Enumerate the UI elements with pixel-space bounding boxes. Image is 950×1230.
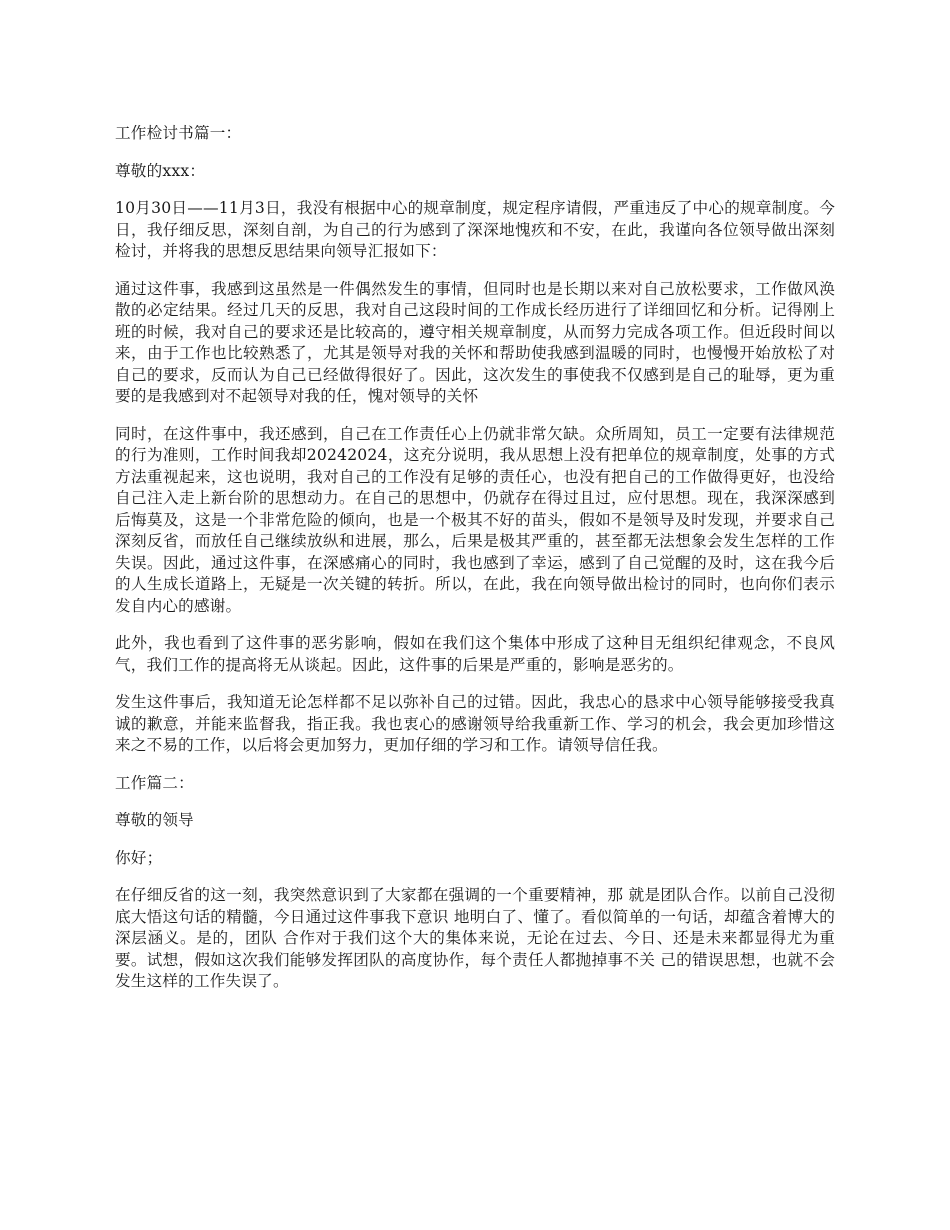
section-title-1: 工作检讨书篇一： — [115, 124, 242, 142]
paragraph-teamwork: 在仔细反省的这一刻，我突然意识到了大家都在强调的一个重要精神，那 就是团队合作。以前自己没彻底大悟这句话的精髓，今日通过这件事我下意识 地明白了、懂了。看似简单的一句话，却蕴含着博大的深层涵义。是的，团队 合作对于我们这个大的集体来说，无论在过去、今日、还是未来都显得尤为重 要。试想，假如这次我们能够发挥团队的高度协作，每个责任人都抛掉事不关 己的错误思想，也就不会发生这样的工作失误了。 — [115, 886, 835, 990]
section-title-2: 工作篇二： — [115, 773, 194, 792]
document-body — [115, 123, 835, 1009]
salutation-1: 尊敬的xxx： — [115, 161, 206, 180]
greeting: 你好； — [115, 848, 163, 867]
paragraph-reflection: 通过这件事，我感到这虽然是一件偶然发生的事情，但同时也是长期以来对自己放松要求，工作做风涣散的必定结果。经过几天的反思，我对自己这段时间的工作成长经历进行了详细回忆和分析。记得刚上班的时候，我对自己的要求还是比较高的，遵守相关规章制度，从而努力完成各项工作。但近段时间以来，由于工作也比较熟悉了，尤其是领导对我的关怀和帮助使我感到温暖的同时，也慢慢开始放松了对自己的要求，反而认为自己已经做得很好了。因此，这次发生的事使我不仅感到是自己的耻辱，更为重要的是我感到对不起领导对我的任，愧对领导的关怀 — [115, 279, 835, 405]
paragraph-impact: 此外，我也看到了这件事的恶劣影响，假如在我们这个集体中形成了这种目无组织纪律观念，不良风气，我们工作的提高将无从谈起。因此，这件事的后果是严重的，影响是恶劣的。 — [115, 634, 835, 674]
paragraph-responsibility: 同时，在这件事中，我还感到，自己在工作责任心上仍就非常欠缺。众所周知，员工一定要有法律规范的行为准则，工作时间我却20242024，这充分说明，我从思想上没有把单位的规章制度，处事的方式方法重视起来，这也说明，我对自己的工作没有足够的责任心，也没有把自己的工作做得更好，也没给自己注入走上新台阶的思想动力。在自己的思想中，仍就存在得过且过，应付思想。现在，我深深感到后悔莫及，这是一个非常危险的倾向，也是一个极其不好的苗头，假如不是领导及时发现，并要求自己深刻反省，而放任自己继续放纵和进展，那么，后果是极其严重的，甚至都无法想象会发生怎样的工作失误。因此，通过这件事，在深感痛心的同时，我也感到了幸运，感到了自己觉醒的及时，这在我今后的人生成长道路上，无疑是一次关键的转折。所以，在此，我在向领导做出检讨的同时，也向你们表示发自内心的感谢。 — [115, 424, 835, 615]
paragraph-intro: 10月30日——11月3日，我没有根据中心的规章制度，规定程序请假，严重违反了中心的规章制度。今日，我仔细反思，深刻自剖，为自己的行为感到了深深地愧疚和不安，在此，我谨向各位领导做出深刻检讨，并将我的思想反思结果向领导汇报如下： — [115, 199, 835, 260]
paragraph-apology: 发生这件事后，我知道无论怎样都不足以弥补自己的过错。因此，我忠心的恳求中心领导能够接受我真诚的歉意，并能来监督我，指正我。我也衷心的感谢领导给我重新工作、学习的机会，我会更加珍惜这来之不易的工作，以后将会更加努力，更加仔细的学习和工作。请领导信任我。 — [115, 693, 835, 754]
salutation-2: 尊敬的领导 — [115, 811, 194, 829]
